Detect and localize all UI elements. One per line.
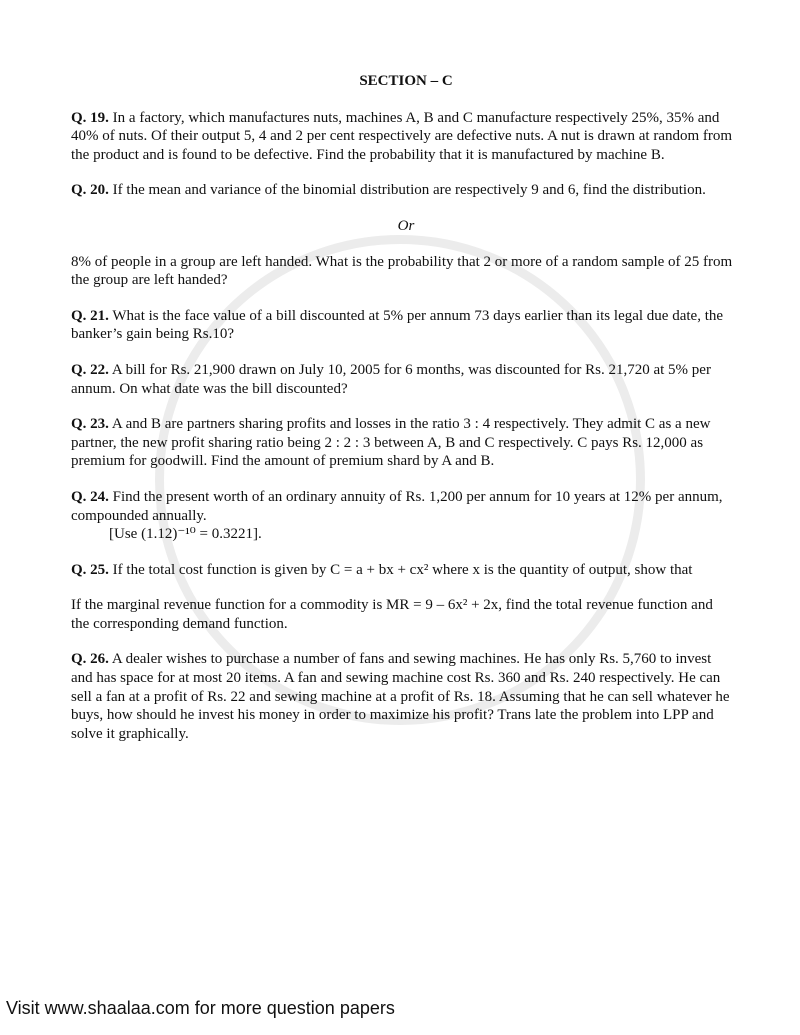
question-number: Q. 25. (71, 561, 109, 578)
question-21 (71, 307, 733, 344)
question-20-alternative: 8% of people in a group are left handed. What is the probability that 2 or more of a random sample of 25 from the group are left handed? (71, 253, 733, 289)
question-text: In a factory, which manufactures nuts, machines A, B and C manufacture respectively 25%, 35% and 40% of nuts. Of their output 5, 4 and 2 per cent respectively are defective nuts. A nut is drawn at random from the product and is found to be defective. Find the probability that it is manufactured by machine B. (71, 109, 733, 163)
question-number: Q. 24. (71, 488, 109, 505)
question-number: Q. 21. (71, 307, 109, 324)
question-hint: [Use (1.12)⁻¹⁰ = 0.3221]. (109, 526, 262, 543)
question-paper-body (71, 72, 733, 760)
section-title: SECTION – C (359, 73, 453, 89)
question-text: If the total cost function is given by C = a + bx + cx² where x is the quantity of output, show that (108, 561, 693, 578)
question-text: If the mean and variance of the binomial distribution are respectively 9 and 6, find the distribution. (108, 182, 706, 199)
question-number: Q. 19. (71, 109, 109, 126)
question-19 (71, 109, 733, 165)
footer-link-text: Visit www.shaalaa.com for more question papers (6, 998, 395, 1018)
question-text: A dealer wishes to purchase a number of fans and sewing machines. He has only Rs. 5,760 to invest and has space for at most 20 items. A fan and sewing machine cost Rs. 360 and Rs. 240 respectively. He can sell a fan at a profit of Rs. 22 and sewing machine at a profit of Rs. 18. Assuming that he can sell whatever he buys, how should he invest his money in order to maximize his profit? Trans late the problem into LPP and solve it graphically. (71, 651, 730, 742)
question-25-alternative: If the marginal revenue function for a commodity is MR = 9 – 6x² + 2x, find the total revenue function and the corresponding demand function. (71, 597, 713, 632)
question-23 (71, 415, 733, 471)
or-separator: Or (397, 217, 415, 234)
question-number: Q. 23. (71, 416, 109, 433)
question-number: Q. 26. (71, 651, 109, 668)
question-24 (71, 488, 733, 544)
question-22 (71, 361, 733, 398)
question-20 (71, 181, 733, 200)
question-25 (71, 561, 733, 580)
question-text: Find the present worth of an ordinary annuity of Rs. 1,200 per annum for 10 years at 12% per annum, compounded annually. (71, 488, 723, 524)
question-text: What is the face value of a bill discounted at 5% per annum 73 days earlier than its legal due date, the banker’s gain being Rs.10? (71, 307, 724, 343)
question-text: A bill for Rs. 21,900 drawn on July 10, 2005 for 6 months, was discounted for Rs. 21,720 at 5% per annum. On what date was the bill discounted? (71, 361, 711, 397)
question-text: A and B are partners sharing profits and losses in the ratio 3 : 4 respectively. They admit C as a new partner, the new profit sharing ratio being 2 : 2 : 3 between A, B and C respectively. C pays Rs. 12,000 as premium for goodwill. Find the amount of premium shard by A and B. (71, 416, 711, 470)
question-number: Q. 22. (71, 361, 109, 378)
question-26 (71, 650, 733, 743)
question-number: Q. 20. (71, 182, 109, 199)
